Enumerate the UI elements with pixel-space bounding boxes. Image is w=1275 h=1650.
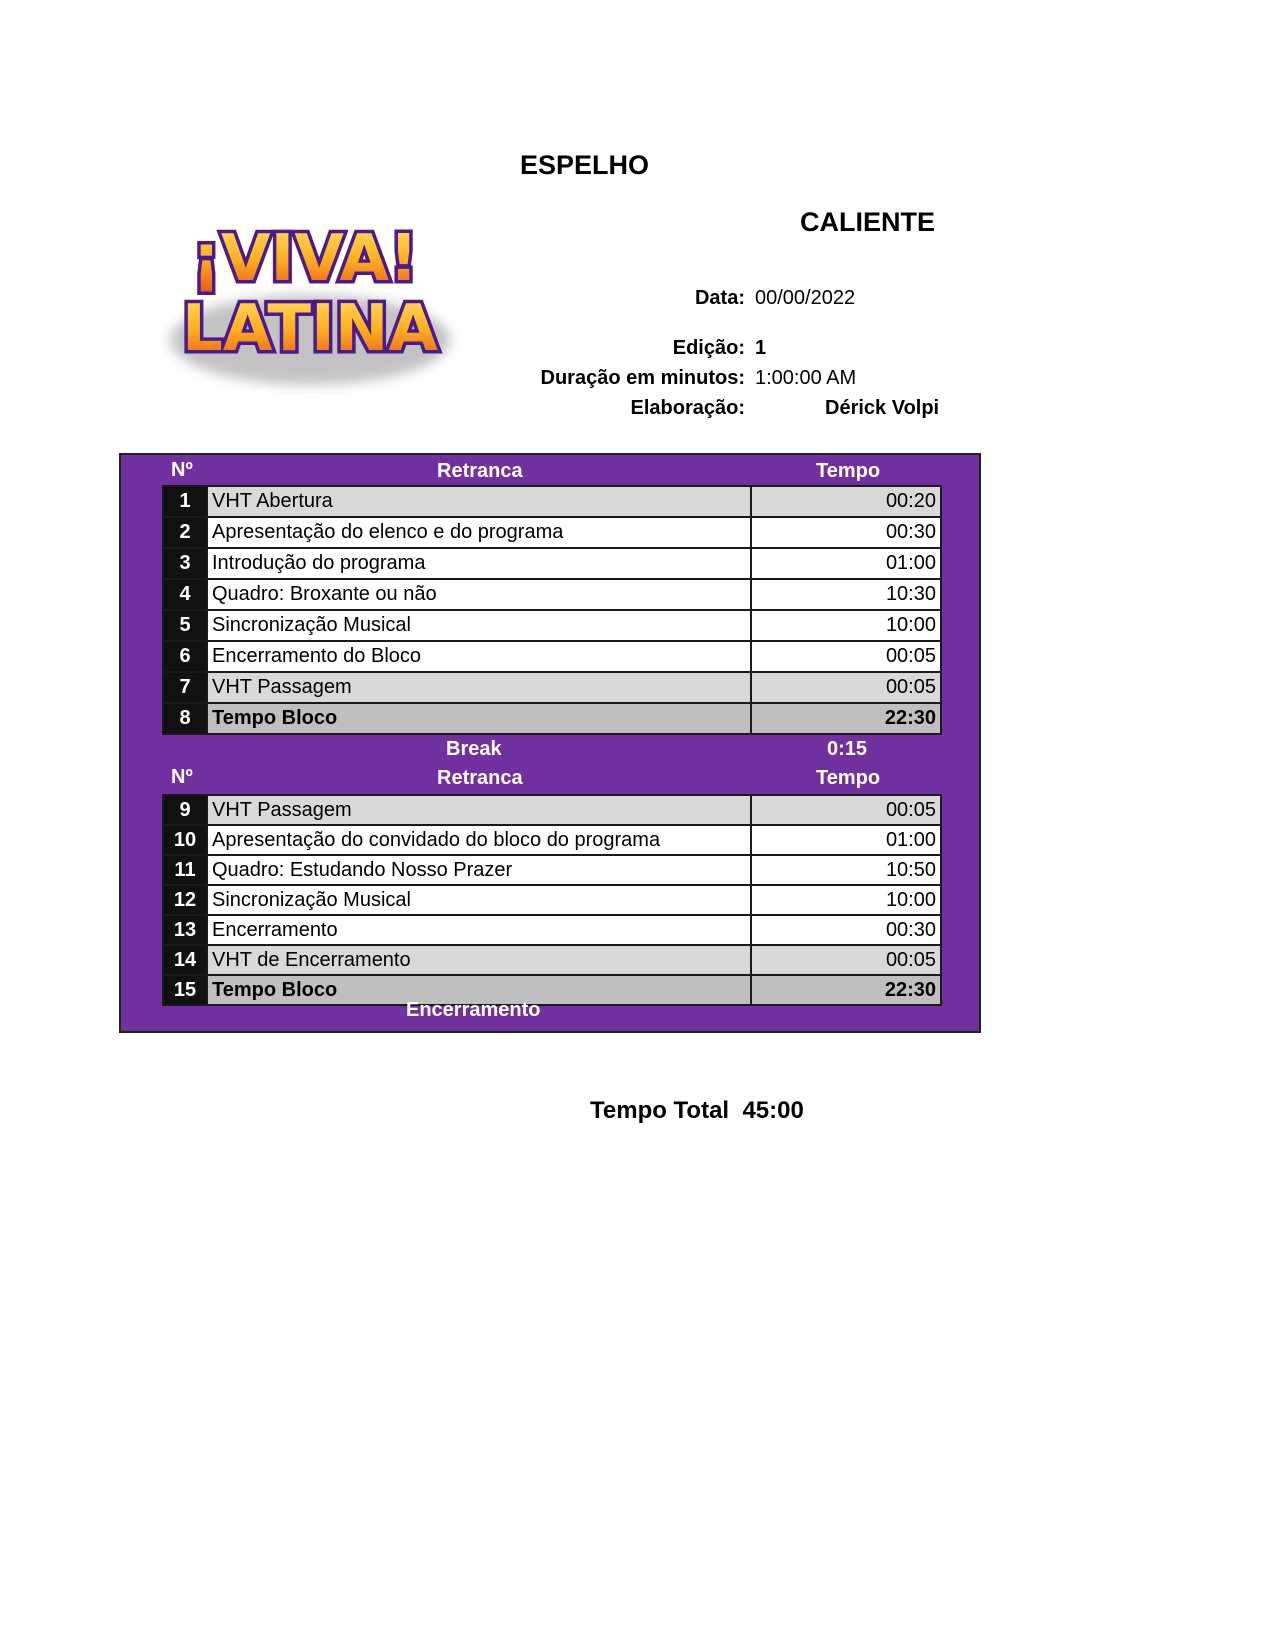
row-number: 15 [163,975,207,1005]
table-row [163,855,941,885]
row-number: 8 [163,703,207,734]
row-retranca: Apresentação do elenco e do programa [207,517,751,548]
row-retranca: Encerramento [207,915,751,945]
block-1-table [162,485,942,735]
row-retranca: Introdução do programa [207,548,751,579]
row-retranca: Sincronização Musical [207,885,751,915]
table-row [163,795,941,825]
show-name: CALIENTE [800,207,935,237]
row-tempo: 00:05 [751,795,941,825]
break-tempo: 0:15 [827,738,868,760]
row-tempo: 10:50 [751,855,941,885]
row-retranca: Quadro: Estudando Nosso Prazer [207,855,751,885]
row-tempo: 10:00 [751,885,941,915]
table-row [163,610,941,641]
row-number: 1 [163,486,207,517]
row-tempo: 01:00 [751,825,941,855]
col-header-retranca-2: Retranca [437,767,523,789]
row-tempo: 10:00 [751,610,941,641]
row-retranca: Encerramento do Bloco [207,641,751,672]
data-value: 00/00/2022 [755,287,856,309]
edicao-value: 1 [755,337,767,359]
row-tempo: 22:30 [751,703,941,734]
row-number: 2 [163,517,207,548]
row-tempo: 00:05 [751,672,941,703]
row-retranca: VHT de Encerramento [207,945,751,975]
elaboracao-label: Elaboração: [630,397,745,419]
edicao-label: Edição: [672,337,745,359]
row-number: 11 [163,855,207,885]
duracao-label: Duração em minutos: [540,367,745,389]
row-number: 3 [163,548,207,579]
logo-line-2: LATINA [182,292,438,366]
block-2-table [162,794,942,1006]
row-retranca: VHT Passagem [207,672,751,703]
break-label: Break [446,738,502,760]
logo-line-1: ¡VIVA! [191,222,419,296]
row-tempo: 01:00 [751,548,941,579]
table-row [163,885,941,915]
table-row [163,975,941,1005]
row-tempo: 00:30 [751,915,941,945]
table-row [163,703,941,734]
col-header-tempo-2: Tempo [816,767,881,789]
row-number: 12 [163,885,207,915]
row-retranca: VHT Abertura [207,486,751,517]
table-row [163,641,941,672]
total-time [590,1097,804,1125]
row-tempo: 00:05 [751,945,941,975]
row-number: 13 [163,915,207,945]
row-retranca: Apresentação do convidado do bloco do programa [207,825,751,855]
table-row [163,579,941,610]
table-row [163,517,941,548]
document-title: ESPELHO [520,150,650,180]
col-header-num-2: Nº [171,766,193,788]
data-label: Data: [694,287,745,309]
row-number: 14 [163,945,207,975]
rundown-panel [119,453,981,1033]
table-row [163,548,941,579]
row-retranca: Tempo Bloco [207,975,751,1005]
row-number: 7 [163,672,207,703]
total-value: 45:00 [742,1097,804,1124]
viva-latina-logo [160,200,460,400]
row-number: 5 [163,610,207,641]
row-tempo: 22:30 [751,975,941,1005]
table-row [163,915,941,945]
table-row [163,672,941,703]
row-tempo: 00:05 [751,641,941,672]
row-number: 9 [163,795,207,825]
col-header-tempo: Tempo [816,460,881,482]
elaboracao-value: Dérick Volpi [825,397,940,419]
row-retranca: VHT Passagem [207,795,751,825]
table-row [163,486,941,517]
duracao-value: 1:00:00 AM [755,367,857,389]
row-number: 10 [163,825,207,855]
total-label: Tempo Total [590,1097,730,1124]
table-row [163,825,941,855]
table-row [163,945,941,975]
row-tempo: 00:20 [751,486,941,517]
row-number: 6 [163,641,207,672]
row-retranca: Quadro: Broxante ou não [207,579,751,610]
row-tempo: 00:30 [751,517,941,548]
row-number: 4 [163,579,207,610]
col-header-retranca: Retranca [437,460,523,482]
row-retranca: Tempo Bloco [207,703,751,734]
closing-label: Encerramento [406,999,541,1021]
col-header-num: Nº [171,459,193,481]
row-retranca: Sincronização Musical [207,610,751,641]
row-tempo: 10:30 [751,579,941,610]
